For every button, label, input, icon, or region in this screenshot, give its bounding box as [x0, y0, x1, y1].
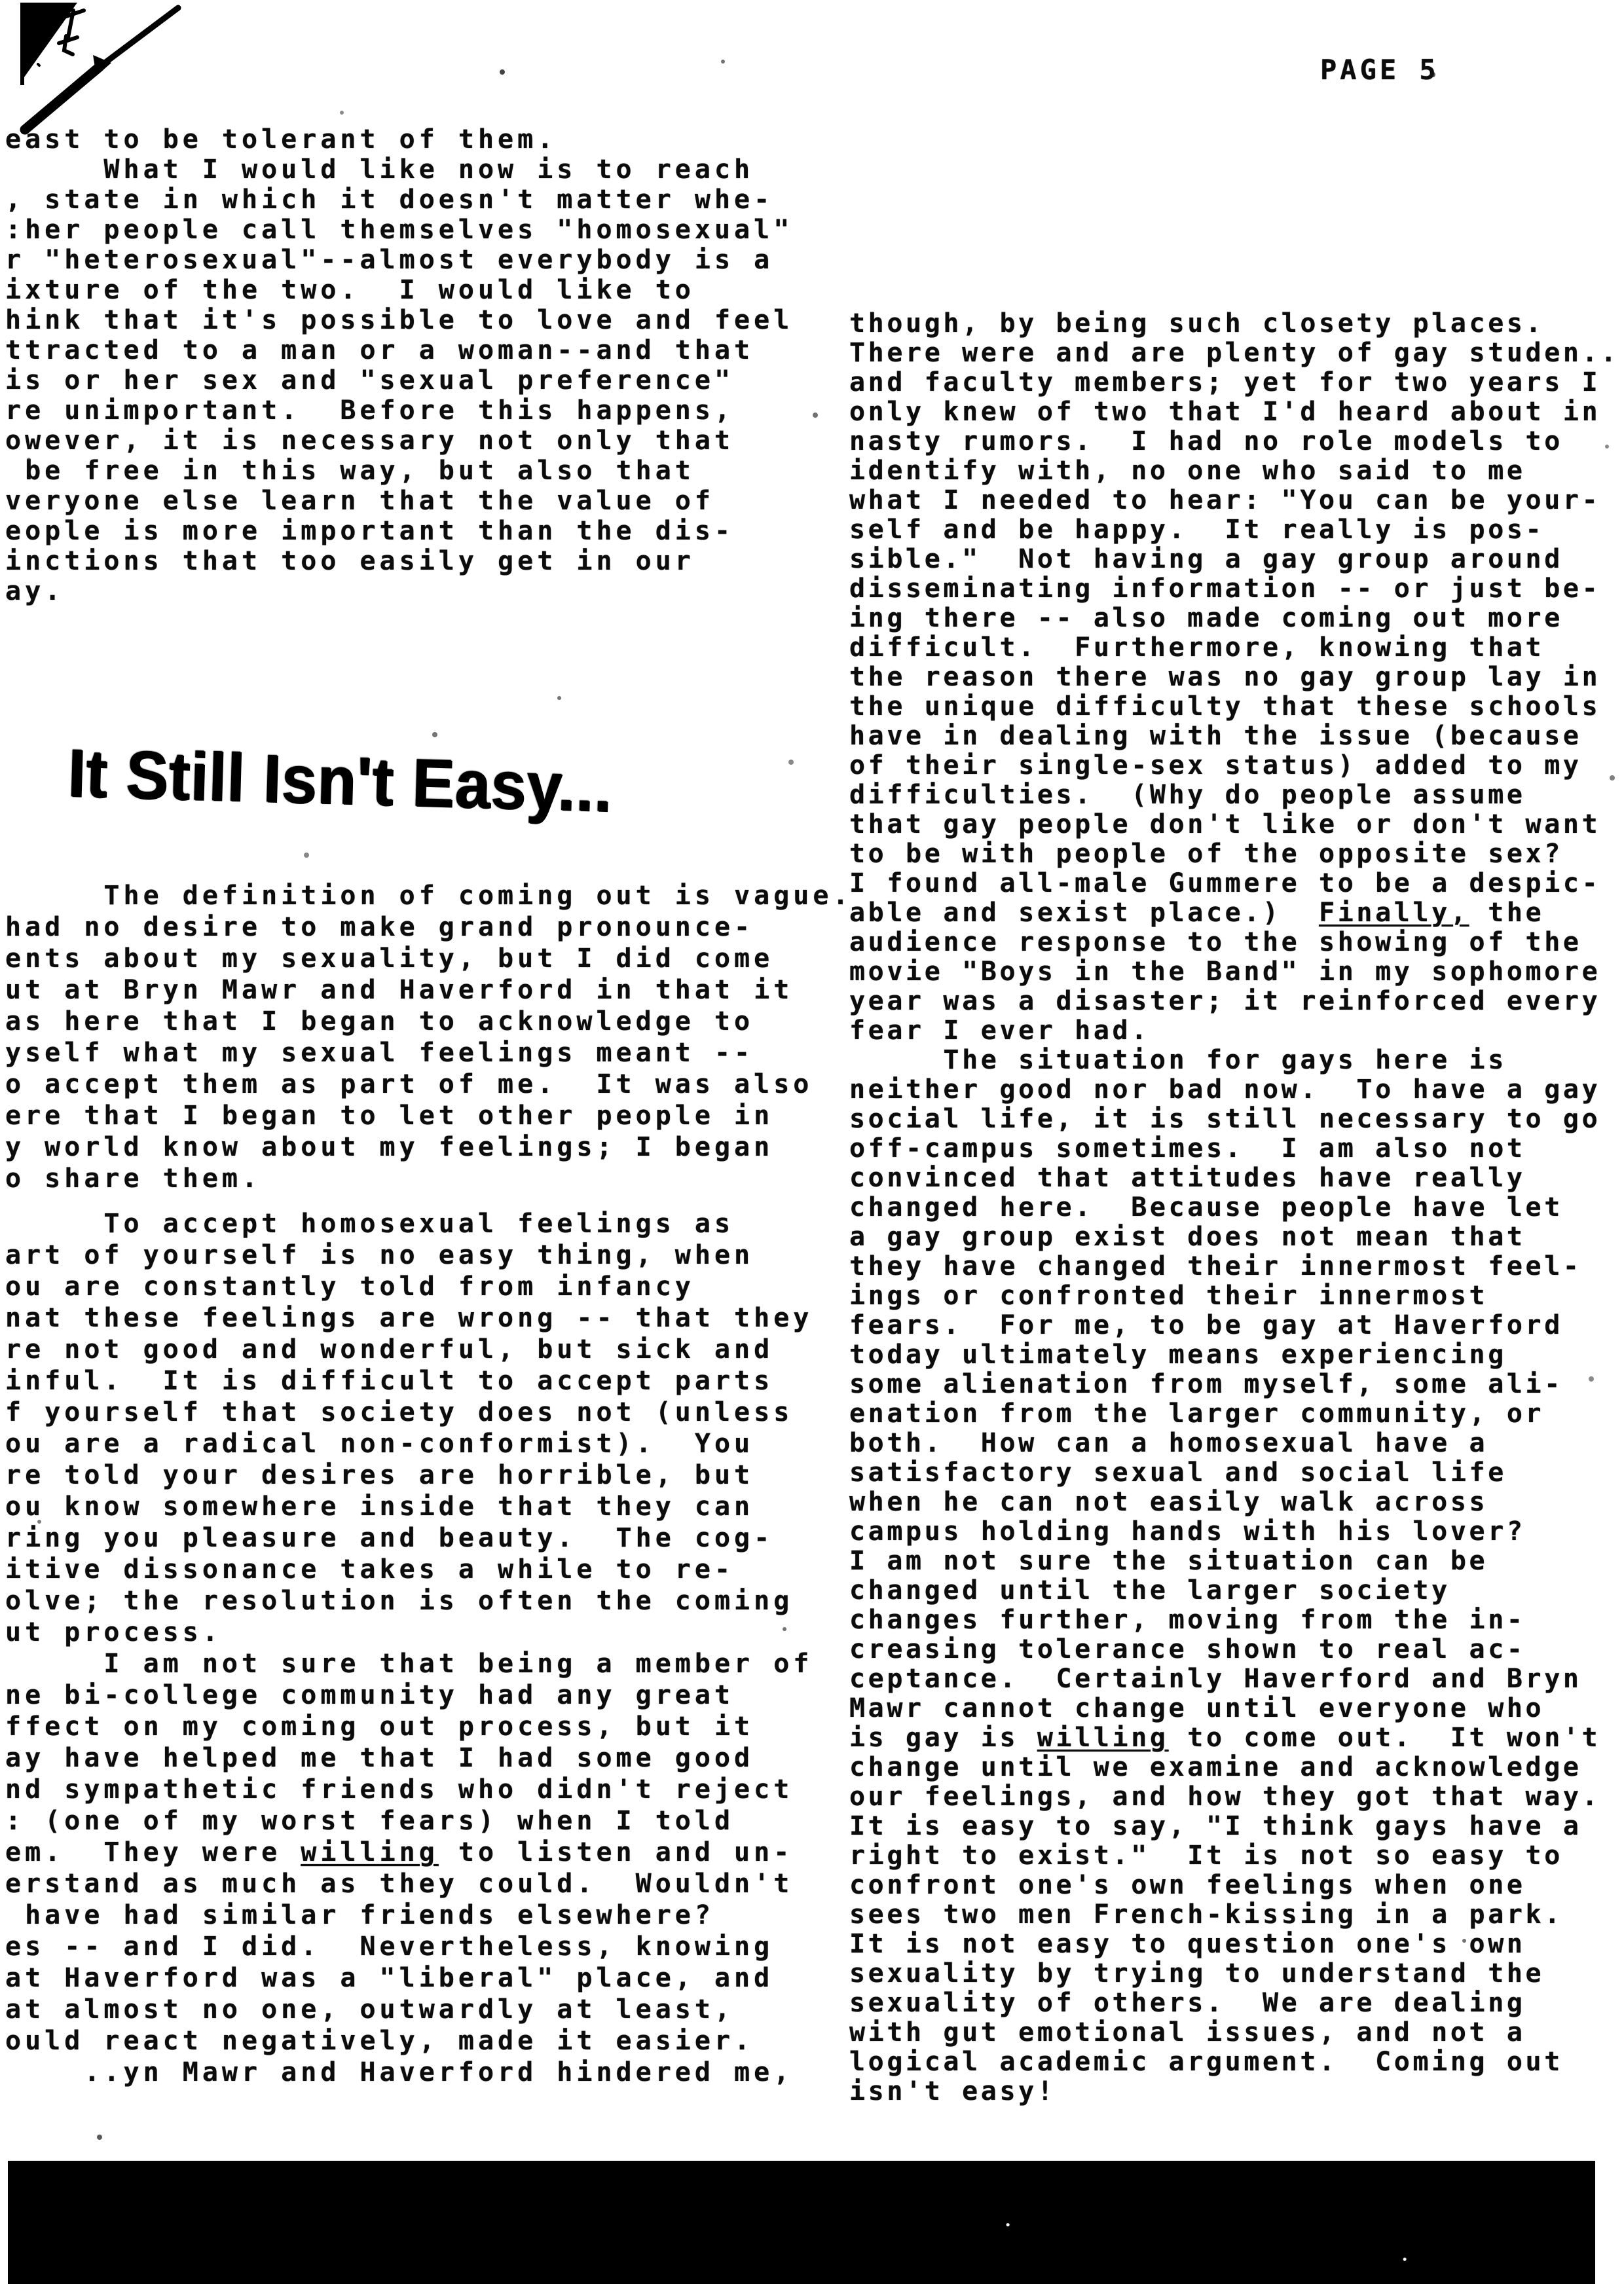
text-line: hink that it's possible to love and feel [5, 305, 794, 335]
text-line: eople is more important than the dis- [5, 516, 735, 546]
text-line: owever, it is necessary not only that [5, 426, 735, 456]
text-line: What I would like now is to reach [5, 155, 754, 185]
text-line: what I needed to hear: "You can be your- [849, 485, 1601, 515]
text-line: I am not sure that being a member of [5, 1649, 813, 1679]
text-line: they have changed their innermost feel- [849, 1251, 1582, 1281]
text-line: east to be tolerant of them. [5, 124, 557, 155]
text-line: year was a disaster; it reinforced every [849, 986, 1601, 1016]
text-line: at almost no one, outwardly at least, [5, 1994, 735, 2025]
left-column-intro [5, 124, 793, 606]
text-line: changes further, moving from the in- [849, 1605, 1526, 1635]
text-line: inful. It is difficult to accept parts [5, 1366, 774, 1396]
text-line: right to exist." It is not so easy to [849, 1841, 1563, 1871]
text-line: To accept homosexual feelings as [5, 1209, 735, 1239]
text-line: difficult. Furthermore, knowing that [849, 633, 1545, 663]
text-line: ou know somewhere inside that they can [5, 1492, 754, 1522]
text-line: ing there -- also made coming out more [849, 603, 1563, 633]
text-line: re unimportant. Before this happens, [5, 395, 735, 426]
text-line: and faculty members; yet for two years I [849, 367, 1601, 397]
text-line: olve; the resolution is often the coming [5, 1586, 794, 1616]
text-line: o share them. [5, 1164, 262, 1194]
text-line: ould react negatively, made it easier. [5, 2026, 754, 2056]
text-line: changed here. Because people have let [849, 1192, 1563, 1222]
redaction-bar [8, 2161, 1595, 2284]
text-line: sexuality of others. We are dealing [849, 1988, 1526, 2018]
text-line: self and be happy. It really is pos- [849, 515, 1545, 545]
text-line: : (one of my worst fears) when I told [5, 1806, 735, 1836]
text-line: ents about my sexuality, but I did come [5, 944, 774, 974]
text-line: The situation for gays here is [849, 1045, 1507, 1075]
text-line: convinced that attitudes have really [849, 1163, 1526, 1193]
text-line: at Haverford was a "liberal" place, and [5, 1963, 774, 1993]
text-line: There were and are plenty of gay studen.. [849, 338, 1619, 368]
text-line: nd sympathetic friends who didn't reject [5, 1774, 794, 1805]
text-line: audience response to the showing of the [849, 927, 1582, 957]
text-line: isn't easy! [849, 2076, 1056, 2106]
text-line: ut at Bryn Mawr and Haverford in that it [5, 975, 794, 1005]
text-line: r "heterosexual"--almost everybody is a [5, 245, 774, 275]
text-line: nat these feelings are wrong -- that they [5, 1303, 813, 1333]
text-line: have had similar friends elsewhere? [5, 1900, 714, 1930]
text-line: ..yn Mawr and Haverford hindered me, [5, 2057, 794, 2087]
text-line: today ultimately means experiencing [849, 1340, 1507, 1370]
text-line: re told your desires are horrible, but [5, 1460, 754, 1490]
text-line: a gay group exist does not mean that [849, 1222, 1526, 1252]
text-line: able and sexist place.) Finally, the [849, 898, 1545, 928]
text-line: social life, it is still necessary to go [849, 1104, 1601, 1134]
left-column-paragraph-2 [5, 1208, 813, 2088]
text-line: I found all-male Gummere to be a despic- [849, 868, 1601, 898]
text-line: when he can not easily walk across [849, 1487, 1488, 1517]
text-line: sible." Not having a gay group around [849, 544, 1563, 574]
text-line: I am not sure the situation can be [849, 1546, 1488, 1576]
text-line: :her people call themselves "homosexual" [5, 215, 794, 245]
text-line: be free in this way, but also that [5, 456, 695, 486]
text-line: ere that I began to let other people in [5, 1101, 774, 1131]
text-line: itive dissonance takes a while to re- [5, 1554, 735, 1585]
text-line: ffect on my coming out process, but it [5, 1712, 754, 1742]
text-line: though, by being such closety places. [849, 308, 1545, 339]
text-line: inctions that too easily get in our [5, 546, 695, 576]
text-line: have in dealing with the issue (because [849, 721, 1582, 751]
text-line: ay. [5, 576, 65, 606]
left-column-paragraph-1 [5, 880, 853, 1194]
text-line: o accept them as part of me. It was also [5, 1069, 813, 1099]
text-line: changed until the larger society [849, 1575, 1450, 1606]
text-line: is gay is willing to come out. It won't [849, 1723, 1601, 1753]
text-line: that gay people don't like or don't want [849, 809, 1601, 839]
text-line: veryone else learn that the value of [5, 486, 714, 516]
text-line: disseminating information -- or just be- [849, 574, 1601, 604]
text-line: of their single-sex status) added to my [849, 750, 1582, 780]
text-line: es -- and I did. Nevertheless, knowing [5, 1932, 774, 1962]
text-line: ut process. [5, 1617, 222, 1647]
right-column [849, 309, 1619, 2106]
text-line: ings or confronted their innermost [849, 1281, 1488, 1311]
text-line: y world know about my feelings; I began [5, 1132, 774, 1162]
text-line: The definition of coming out is vague. [5, 881, 853, 911]
text-line: satisfactory sexual and social life [849, 1458, 1507, 1488]
text-line: fears. For me, to be gay at Haverford [849, 1310, 1563, 1340]
text-line: with gut emotional issues, and not a [849, 2017, 1526, 2047]
text-line: ring you pleasure and beauty. The cog- [5, 1523, 774, 1553]
text-line: nasty rumors. I had no role models to [849, 426, 1563, 456]
text-line: both. How can a homosexual have a [849, 1428, 1488, 1458]
text-line: ou are a radical non-conformist). You [5, 1429, 754, 1459]
text-line: em. They were willing to listen and un- [5, 1837, 794, 1867]
text-line: ne bi-college community had any great [5, 1680, 735, 1710]
article-headline: It Still Isn't Easy... [66, 735, 614, 827]
page-number: PAGE 5 [1320, 54, 1439, 86]
text-line: yself what my sexual feelings meant -- [5, 1038, 754, 1068]
text-line: It is not easy to question one's own [849, 1929, 1526, 1959]
text-line: the unique difficulty that these schools [849, 691, 1601, 722]
text-line: ay have helped me that I had some good [5, 1743, 754, 1773]
text-line: ttracted to a man or a woman--and that [5, 335, 754, 365]
text-line: It is easy to say, "I think gays have a [849, 1811, 1582, 1841]
text-line: sees two men French-kissing in a park. [849, 1900, 1563, 1930]
text-line: art of yourself is no easy thing, when [5, 1240, 754, 1270]
text-line: campus holding hands with his lover? [849, 1516, 1526, 1547]
text-line: creasing tolerance shown to real ac- [849, 1634, 1526, 1664]
text-line: sexuality by trying to understand the [849, 1958, 1545, 1989]
text-line: ou are constantly told from infancy [5, 1272, 695, 1302]
text-line: some alienation from myself, some ali- [849, 1369, 1563, 1399]
text-line: Mawr cannot change until everyone who [849, 1693, 1545, 1723]
text-line: only knew of two that I'd heard about in [849, 397, 1601, 427]
text-line: logical academic argument. Coming out [849, 2047, 1563, 2077]
text-line: enation from the larger community, or [849, 1399, 1545, 1429]
text-line: the reason there was no gay group lay in [849, 662, 1601, 692]
text-line: f yourself that society does not (unless [5, 1397, 794, 1427]
text-line: ixture of the two. I would like to [5, 275, 695, 305]
text-line: ceptance. Certainly Haverford and Bryn [849, 1664, 1582, 1694]
text-line: , state in which it doesn't matter whe- [5, 185, 774, 215]
text-line: erstand as much as they could. Wouldn't [5, 1869, 794, 1899]
text-line: identify with, no one who said to me [849, 456, 1526, 486]
text-line: as here that I began to acknowledge to [5, 1006, 754, 1037]
text-line: change until we examine and acknowledge [849, 1752, 1582, 1782]
text-line: fear I ever had. [849, 1016, 1150, 1046]
text-line: to be with people of the opposite sex? [849, 839, 1563, 869]
text-line: had no desire to make grand pronounce- [5, 912, 754, 942]
scan-noise [0, 0, 3, 3]
text-line: neither good nor bad now. To have a gay [849, 1074, 1601, 1105]
text-line: difficulties. (Why do people assume [849, 780, 1526, 810]
text-line: off-campus sometimes. I am also not [849, 1133, 1526, 1164]
text-line: confront one's own feelings when one [849, 1870, 1526, 1900]
text-line: movie "Boys in the Band" in my sophomore [849, 957, 1601, 987]
text-line: our feelings, and how they got that way. [849, 1782, 1601, 1812]
text-line: is or her sex and "sexual preference" [5, 365, 735, 395]
text-line: re not good and wonderful, but sick and [5, 1334, 774, 1365]
